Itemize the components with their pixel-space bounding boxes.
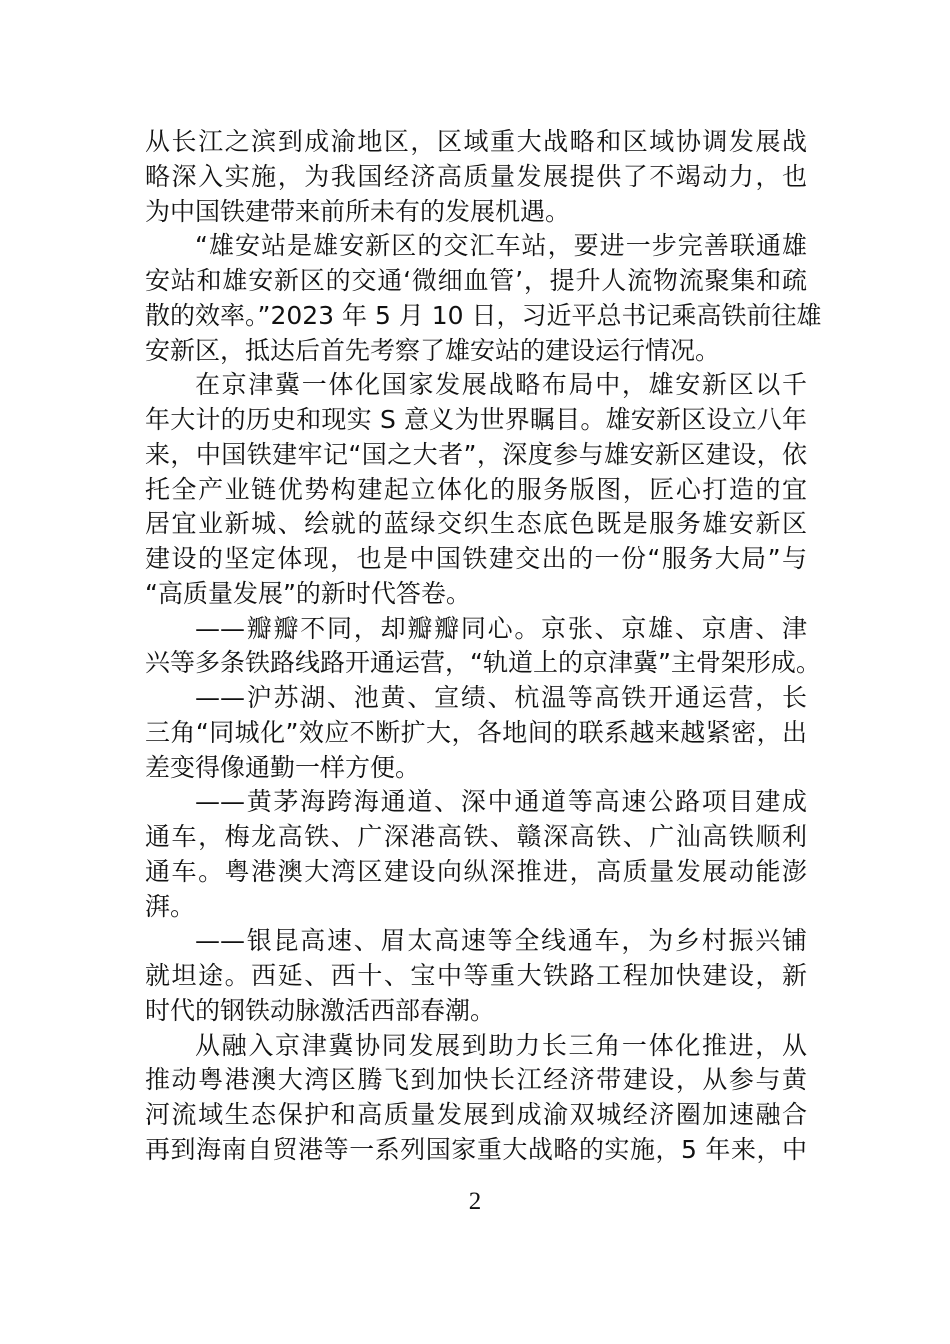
paragraph: [145, 1029, 807, 1168]
text-line: 就坦途。西延、西十、宝中等重大铁路工程加快建设，新: [145, 961, 807, 990]
text-line: 时代的钢铁动脉激活西部春潮。: [145, 995, 496, 1025]
text-line: 在京津冀一体化国家发展战略布局中，雄安新区以千: [195, 370, 807, 400]
text-line: “高质量发展”的新时代答卷。: [145, 578, 471, 608]
text-line: 建设的坚定体现，也是中国铁建交出的一份“服务大局”与: [145, 544, 807, 573]
paragraph: [145, 612, 821, 682]
page-number: 2: [468, 1188, 482, 1215]
text-line: 通车，梅龙高铁、广深港高铁、赣深高铁、广汕高铁顺利: [145, 822, 807, 851]
text-line: ——瓣瓣不同，却瓣瓣同心。京张、京雄、京唐、津: [195, 613, 807, 643]
paragraph: [145, 924, 807, 1028]
text-line: 年大计的历史和现实 S 意义为世界瞩目。雄安新区设立八年: [145, 405, 807, 434]
text-line: 从融入京津冀协同发展到助力长三角一体化推进，从: [195, 1030, 807, 1060]
text-line: 为中国铁建带来前所未有的发展机遇。: [145, 196, 571, 226]
text-line: 居宜业新城、绘就的蓝绿交织生态底色既是服务雄安新区: [145, 509, 807, 539]
text-line: 兴等多条铁路线路开通运营，“轨道上的京津冀”主骨架形成。: [145, 648, 821, 678]
text-line: 湃。: [145, 891, 196, 921]
text-line: “雄安站是雄安新区的交汇车站，要进一步完善联通雄: [195, 231, 807, 261]
text-line: 散的效率。”2023 年 5 月 10 日，习近平总书记乘高铁前往雄: [145, 300, 822, 330]
paragraph: [145, 125, 807, 229]
text-line: 河流域生态保护和高质量发展到成渝双城经济圈加速融合: [145, 1100, 807, 1129]
text-line: 略深入实施，为我国经济高质量发展提供了不竭动力，也: [145, 161, 807, 191]
paragraph: [145, 368, 807, 611]
text-line: 托全产业链优势构建起立体化的服务版图，匠心打造的宜: [145, 474, 807, 504]
text-line: 安站和雄安新区的交通‘微细血管’，提升人流物流聚集和疏: [145, 266, 807, 295]
text-line: 三角“同城化”效应不断扩大，各地间的联系越来越紧密，出: [145, 717, 807, 747]
text-line: ——沪苏湖、池黄、宣绩、杭温等高铁开通运营，长: [195, 683, 807, 712]
text-line: 安新区，抵达后首先考察了雄安站的建设运行情况。: [145, 335, 721, 365]
text-line: 推动粤港澳大湾区腾飞到加快长江经济带建设，从参与黄: [145, 1065, 807, 1095]
text-line: 从长江之滨到成渝地区，区域重大战略和区域协调发展战: [145, 127, 807, 156]
paragraph: [145, 229, 822, 368]
paragraph: [145, 785, 807, 924]
paragraph: [145, 681, 807, 785]
text-line: 差变得像通勤一样方便。: [145, 752, 421, 782]
text-line: ——银昆高速、眉太高速等全线通车，为乡村振兴铺: [195, 926, 807, 956]
text-line: ——黄茅海跨海通道、深中通道等高速公路项目建成: [195, 787, 807, 817]
text-line: 再到海南自贸港等一系列国家重大战略的实施，5 年来，中: [145, 1134, 807, 1164]
text-line: 来，中国铁建牢记“国之大者”，深度参与雄安新区建设，依: [145, 439, 807, 469]
document-body: [145, 125, 822, 1168]
text-line: 通车。粤港澳大湾区建设向纵深推进，高质量发展动能澎: [145, 856, 807, 886]
